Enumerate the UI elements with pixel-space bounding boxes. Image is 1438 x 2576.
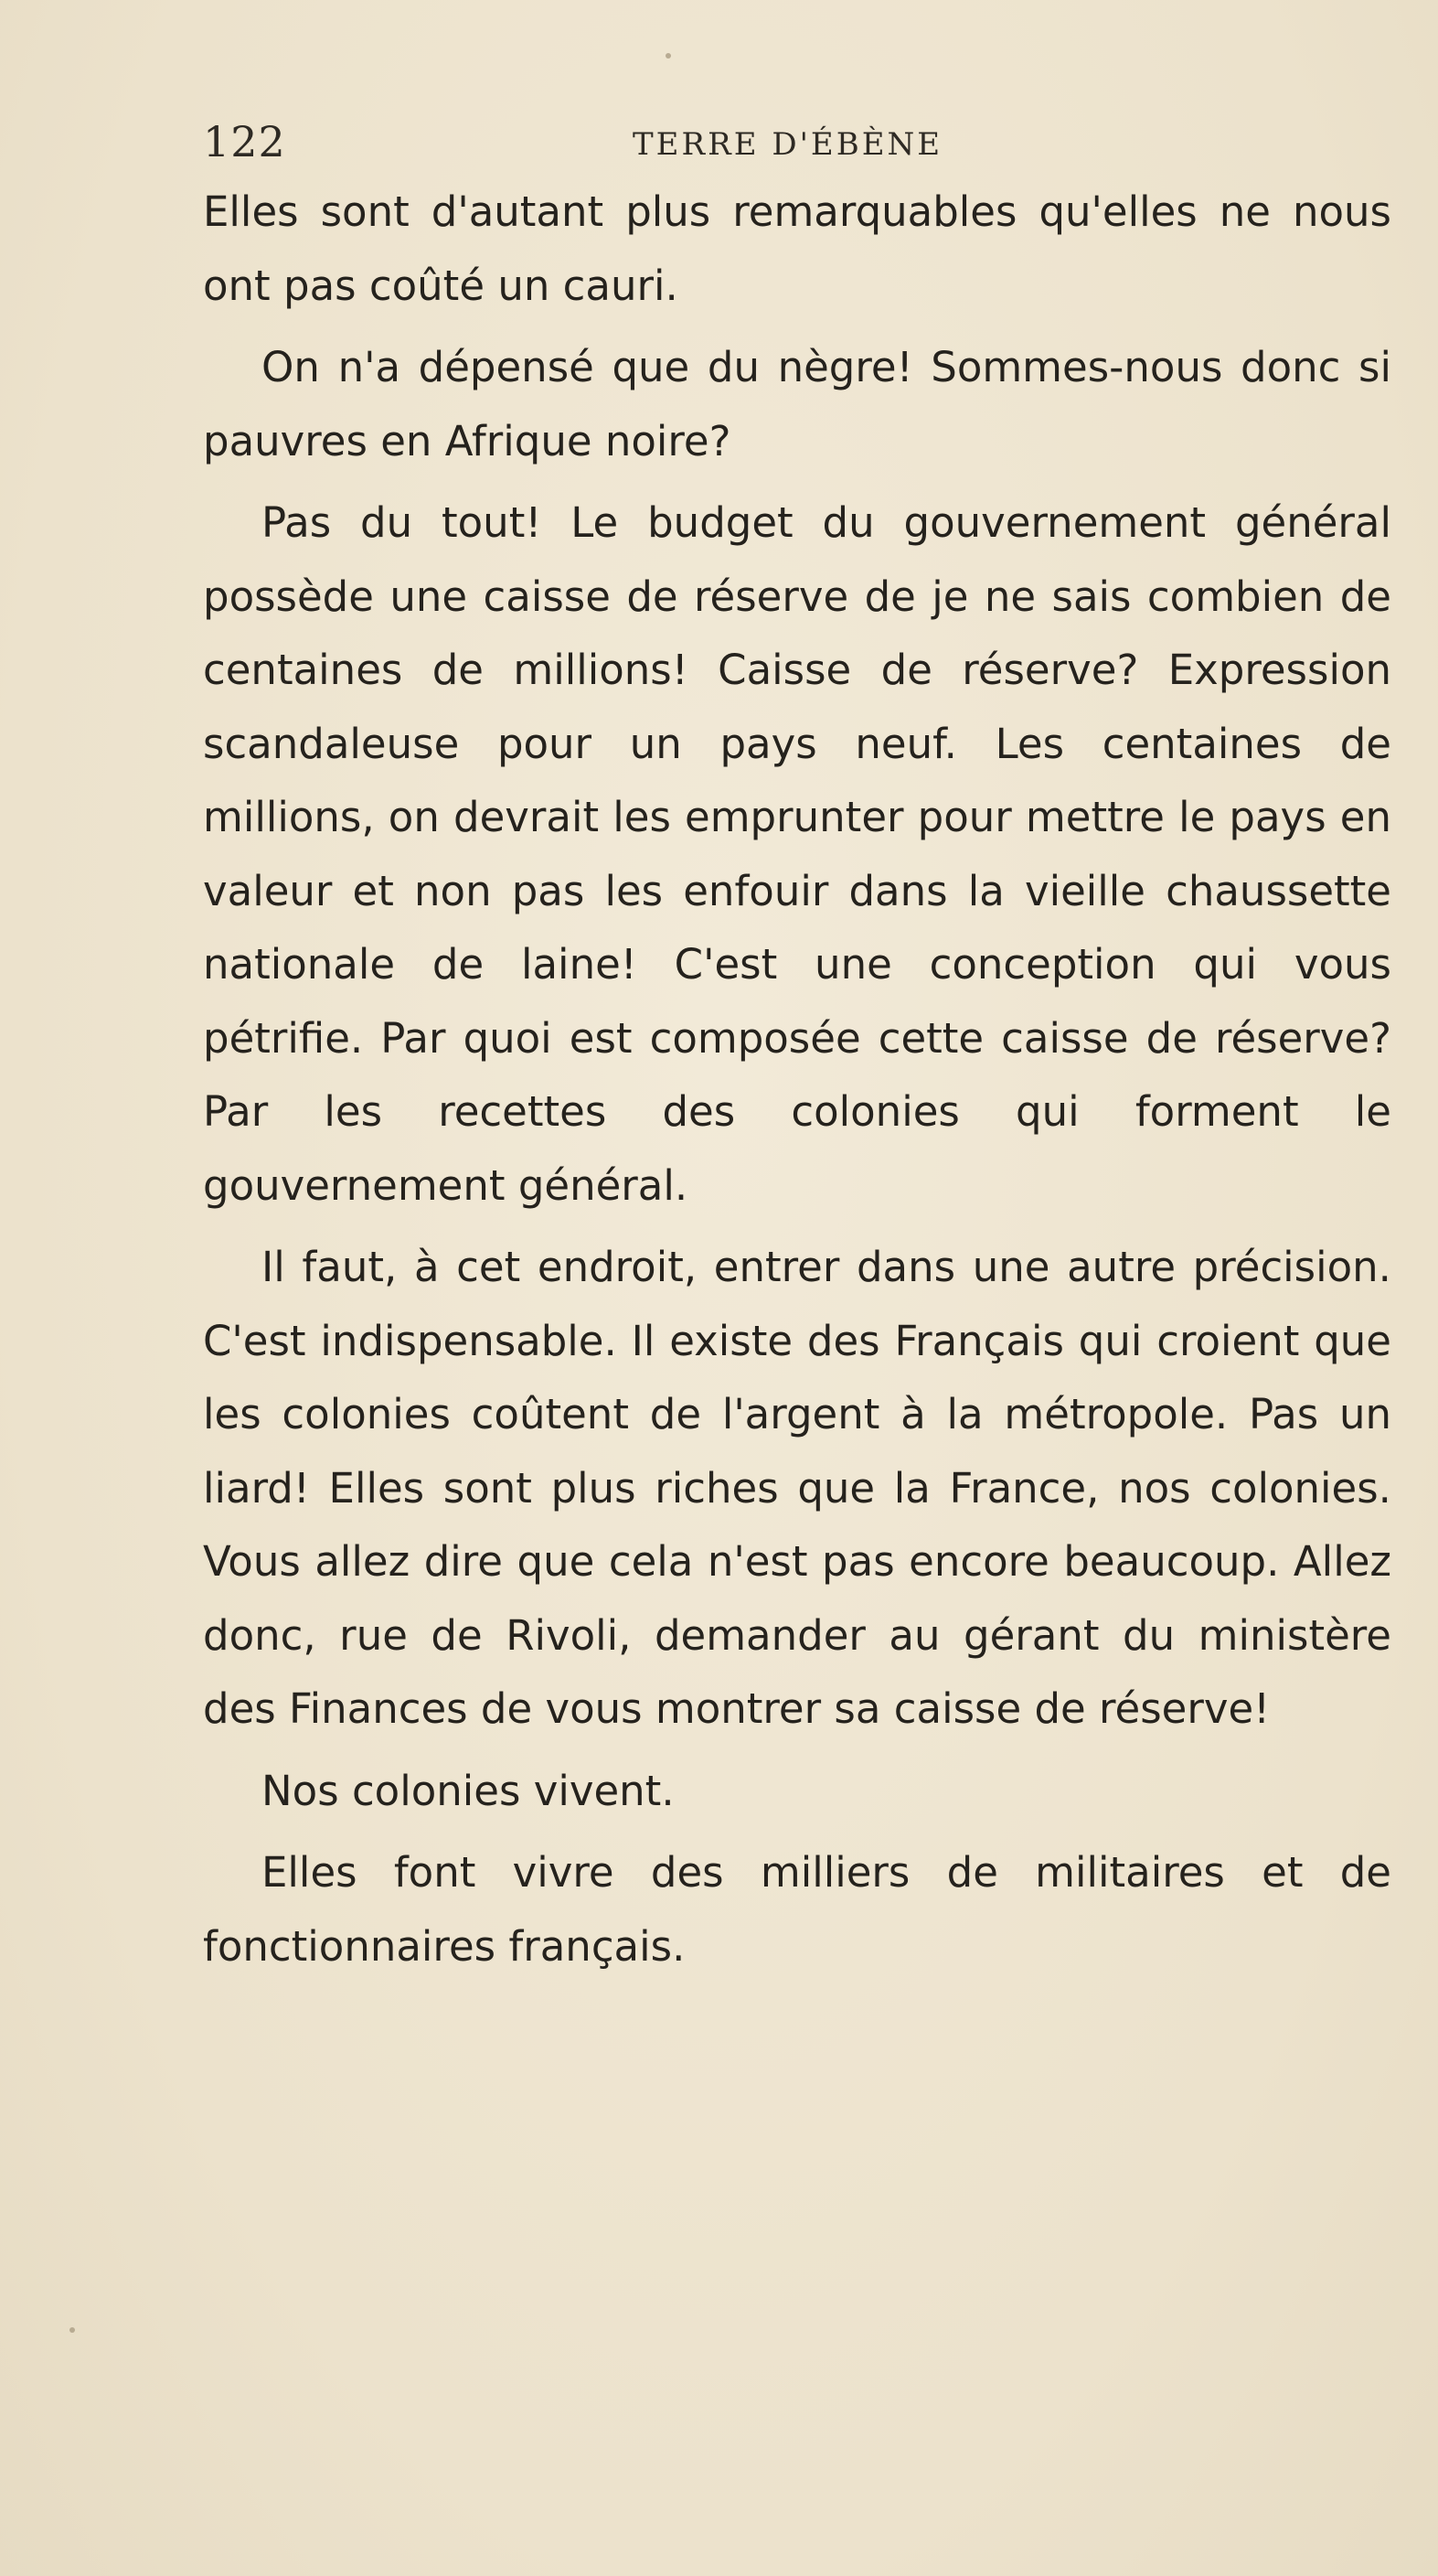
page-number: 122 bbox=[203, 117, 286, 166]
paragraph: Elles sont d'autant plus remarquables qu'elles ne nous ont pas coûté un cauri. bbox=[203, 187, 1391, 310]
paragraph: Il faut, à cet endroit, entrer dans une autre précision. C'est indispensable. Il existe des Français qui croient que les colonies coûtent de l'argent à la métropole. Pas un liard! Elles sont plus riches que la France, nos colonies. Vous allez dire que cela n'est pas encore beaucoup. Allez donc, rue de Rivoli, demander au gérant du ministère des Finances de vous montrer sa caisse de réserve! bbox=[203, 1243, 1391, 1733]
paper-speck bbox=[69, 2327, 75, 2333]
paragraph: Nos colonies vivent. bbox=[261, 1766, 675, 1815]
paper-speck bbox=[666, 53, 671, 59]
body-text bbox=[203, 176, 1391, 1983]
paragraph: On n'a dépensé que du nègre! Sommes-nous donc si pauvres en Afrique noire? bbox=[203, 343, 1391, 465]
paragraph: Pas du tout! Le budget du gouvernement général possède une caisse de réserve de je ne sais combien de centaines de millions! Caisse de réserve? Expression scandaleuse pour un pays neuf. Les centaines de millions, on devrait les emprunter pour mettre le pays en valeur et non pas les enfouir dans la vieille chaussette nationale de laine! C'est une conception qui vous pétrifie. Par quoi est composée cette caisse de réserve? Par les recettes des colonies qui forment le gouvernement général. bbox=[203, 498, 1391, 1210]
running-head bbox=[203, 117, 1391, 172]
paragraph: Elles font vivre des milliers de militaires et de fonctionnaires français. bbox=[203, 1848, 1391, 1971]
running-title: TERRE D'ÉBÈNE bbox=[633, 126, 943, 163]
